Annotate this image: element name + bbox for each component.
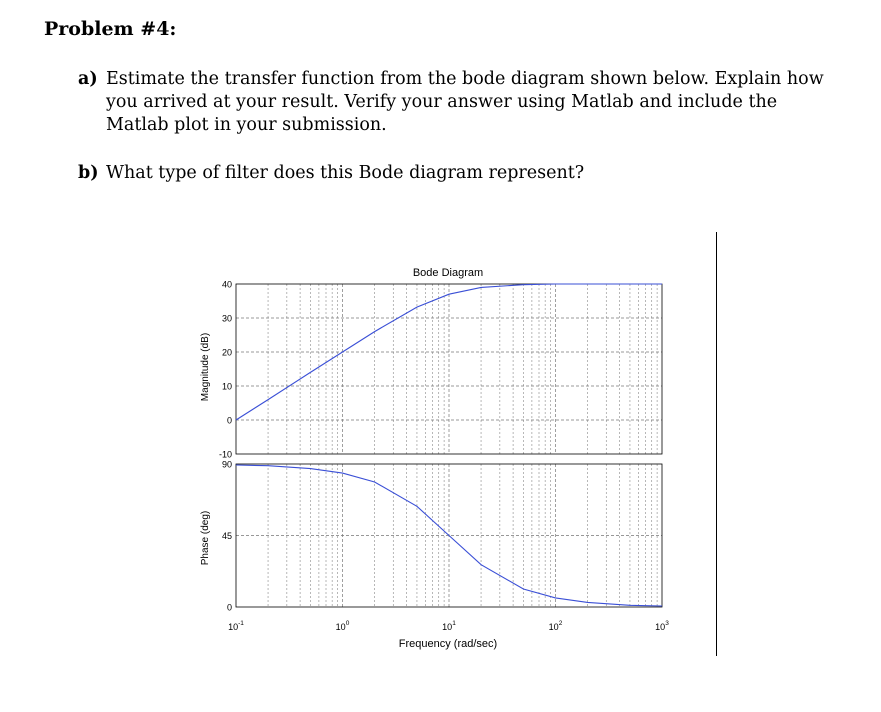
- x-tick-label: $10^0$: [335, 620, 350, 632]
- question-b-text: What type of filter does this Bode diagram represent?: [106, 163, 585, 183]
- problem-title: Problem #4:: [44, 18, 177, 40]
- x-tick-label: $10^3$: [655, 620, 669, 632]
- magnitude-y-tick-label: 30: [221, 313, 232, 324]
- x-axis-label: Frequency (rad/sec): [398, 638, 498, 650]
- question-a-text: Estimate the transfer function from the bode diagram shown below. Explain how you arrived at your result. Verify your answer using Matlab and include the Matlab plot in your submission.: [106, 69, 824, 135]
- phase-y-tick-label: 90: [221, 459, 232, 470]
- magnitude-y-tick-label: 20: [221, 347, 232, 358]
- magnitude-y-tick-label: 40: [221, 279, 232, 290]
- x-tick-label: $10^2$: [548, 620, 563, 632]
- magnitude-y-axis-label: Magnitude (dB): [200, 332, 211, 402]
- phase-y-axis-label: Phase (deg): [200, 510, 211, 566]
- question-a-label: a): [78, 69, 98, 89]
- phase-y-tick-label: 0: [226, 602, 232, 613]
- magnitude-y-tick-label: 10: [221, 381, 232, 392]
- x-tick-label: $10^1$: [442, 620, 456, 632]
- magnitude-y-tick-label: 0: [226, 415, 232, 426]
- bode-title: Bode Diagram: [412, 267, 484, 279]
- x-tick-label: $10^{-1}$: [228, 620, 244, 632]
- magnitude-y-tick-label: -10: [218, 449, 232, 460]
- question-b-label: b): [78, 163, 99, 183]
- phase-y-tick-label: 45: [221, 531, 232, 541]
